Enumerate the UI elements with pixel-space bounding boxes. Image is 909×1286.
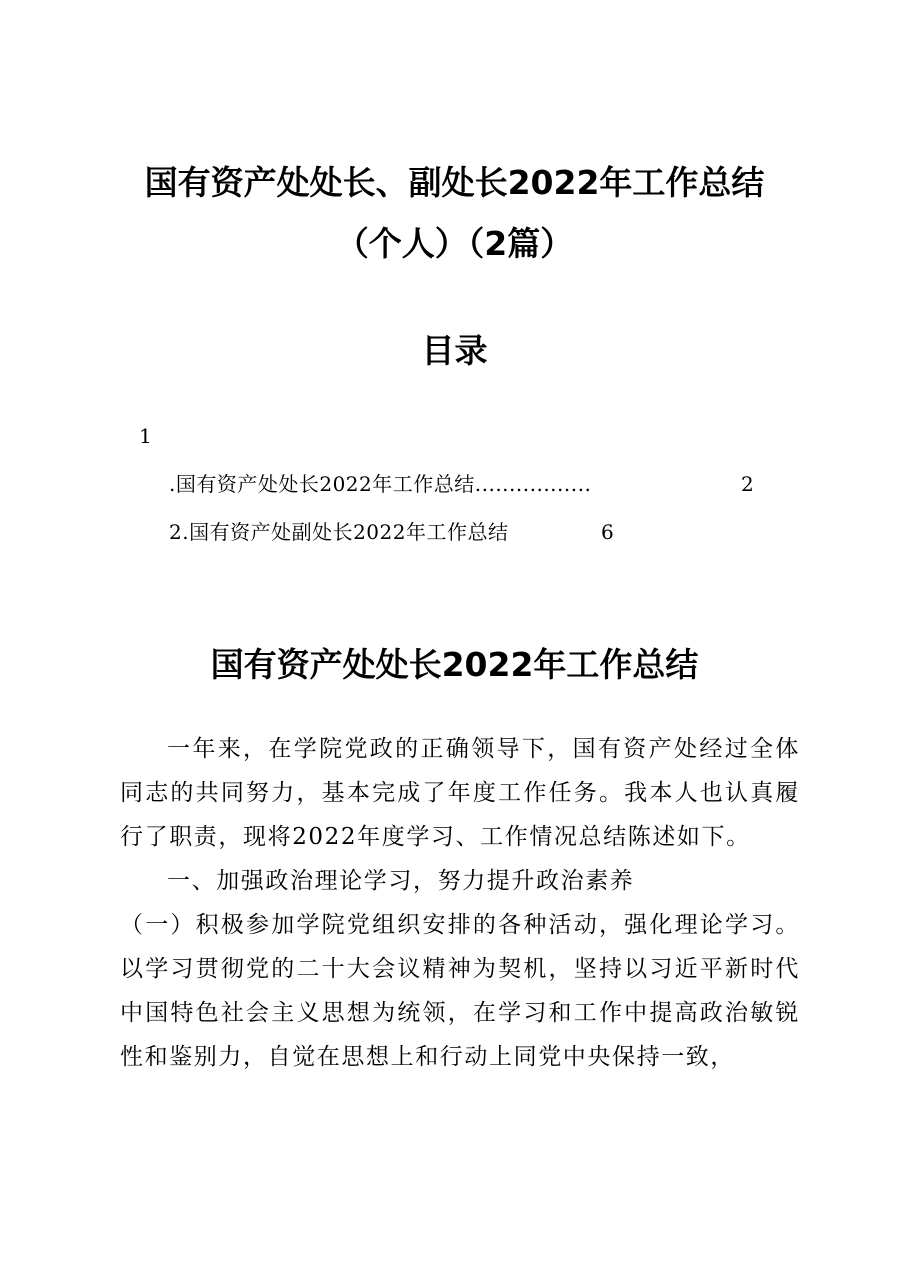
body-paragraph-3: （一）积极参加学院党组织安排的各种活动，强化理论学习。以学习贯彻党的二十大会议精神为契机，坚持以习近平新时代中国特色社会主义思想为统领，在学习和工作中提高政治敏锐性和鉴别力，自觉在思想上和行动上同党中央保持一致， xyxy=(120,912,800,1070)
toc-heading: 目录 xyxy=(421,331,488,370)
body-paragraph-1: 一年来，在学院党政的正确领导下，国有资产处经过全体同志的共同努力，基本完成了年度工作任务。我本人也认真履行了职责，现将2022年度学习、工作情况总结陈述如下。 xyxy=(120,736,800,850)
toc-item-1-page: 2 xyxy=(741,472,754,496)
toc-item-2-page: 6 xyxy=(601,520,614,544)
body-paragraph-2: 一、加强政治理论学习，努力提升政治素养 xyxy=(167,868,635,894)
document-title-line-2: （个人）（2篇） xyxy=(335,224,574,263)
toc-item-1-link[interactable]: .国有资产处处长2022年工作总结................. xyxy=(169,472,592,496)
toc-item-2-link[interactable]: 2.国有资产处副处长2022年工作总结 xyxy=(169,520,509,544)
toc-item-1-number: 1 xyxy=(139,424,152,448)
document-title-line-1: 国有资产处处长、副处长2022年工作总结 xyxy=(144,163,765,202)
section-title: 国有资产处处长2022年工作总结 xyxy=(210,645,699,684)
